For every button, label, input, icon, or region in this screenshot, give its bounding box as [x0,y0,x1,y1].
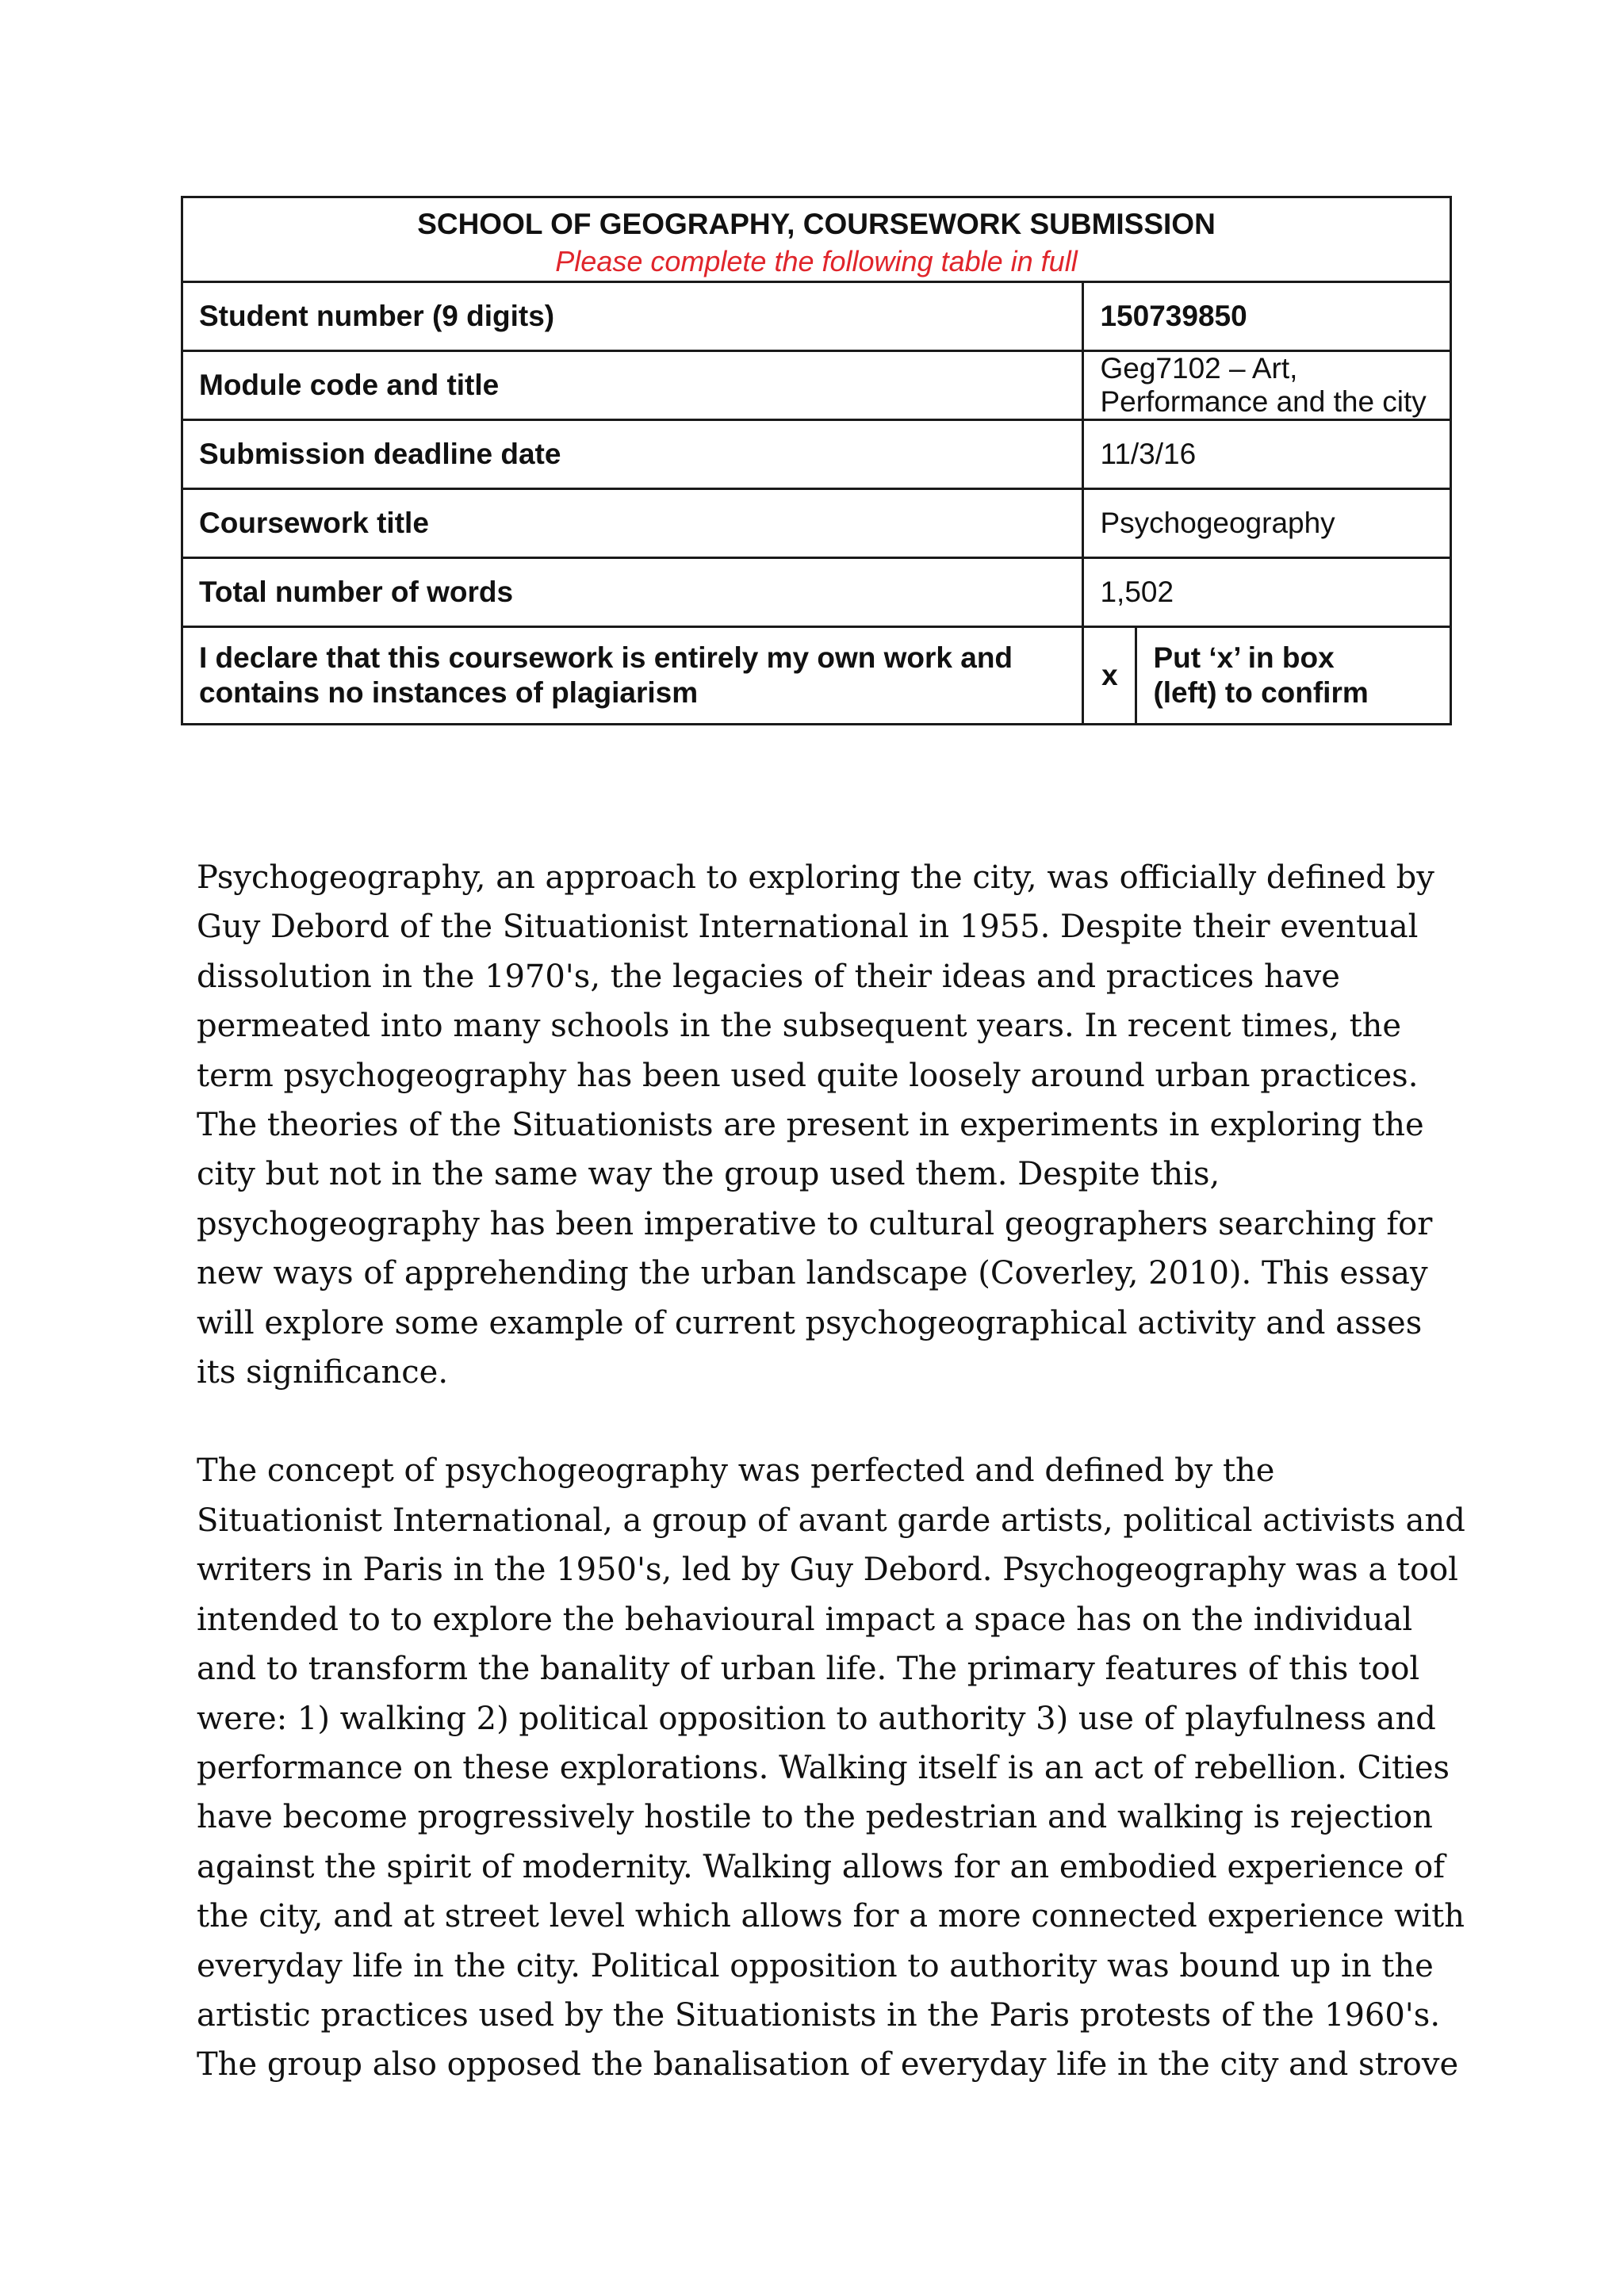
essay-line: permeated into many schools in the subsequent years. In recent times, the [197,1008,1402,1045]
table-row [182,351,1451,420]
word-count-label: Total number of words [182,558,1083,627]
essay-line: writers in Paris in the 1950's, led by Guy Debord. Psychogeography was a tool [197,1552,1458,1589]
essay-paragraph [197,853,1434,1397]
confirm-line: Put ‘x’ in box [1153,641,1335,674]
table-row [182,420,1451,489]
essay-line: dissolution in the 1970's, the legacies of their ideas and practices have [197,958,1340,995]
essay-line: against the spirit of modernity. Walking allows for an embodied experience of [197,1848,1446,1885]
essay-line: new ways of apprehending the urban landscape (Coverley, 2010). This essay [197,1255,1428,1292]
declaration-text [182,627,1083,725]
coursework-submission-table [181,196,1452,725]
table-row [182,558,1451,627]
essay-line: term psychogeography has been used quite loosely around urban practices. [197,1057,1419,1094]
essay-line: everyday life in the city. Political opposition to authority was bound up in the [197,1947,1434,1984]
essay-body [197,853,1465,2139]
submission-instruction: Please complete the following table in full [555,245,1078,277]
student-number-label: Student number (9 digits) [182,282,1083,351]
declaration-row [182,627,1451,725]
essay-line: Psychogeography, an approach to exploring the city, was officially defined by [197,859,1434,896]
coursework-title-label: Coursework title [182,489,1083,558]
declaration-line: I declare that this coursework is entirely my own work and [199,641,1013,674]
essay-line: the city, and at street level which allows for a more connected experience with [197,1898,1465,1935]
essay-line: The group also opposed the banalisation of everyday life in the city and strove [197,2046,1459,2084]
essay-paragraph [197,1446,1465,2089]
essay-line: were: 1) walking 2) political opposition to authority 3) use of playfulness and [197,1700,1436,1737]
essay-line: Guy Debord of the Situationist International in 1955. Despite their eventual [197,909,1419,946]
module-value: Geg7102 – Art, Performance and the city [1083,351,1451,420]
table-row [182,282,1451,351]
table-header-row [182,197,1451,282]
essay-line: The theories of the Situationists are present in experiments in exploring the [197,1107,1424,1144]
submission-title: SCHOOL OF GEOGRAPHY, COURSEWORK SUBMISSION [417,208,1216,240]
essay-line: its significance. [197,1354,449,1391]
table-header-cell [182,197,1451,282]
declaration-checkbox[interactable]: x [1083,627,1136,725]
essay-line: The concept of psychogeography was perfected and defined by the [197,1452,1275,1490]
student-number-value: 150739850 [1083,282,1451,351]
coursework-title-value: Psychogeography [1083,489,1451,558]
confirm-line: (left) to confirm [1153,676,1369,709]
essay-line: intended to to explore the behavioural impact a space has on the individual [197,1601,1413,1638]
declaration-line: contains no instances of plagiarism [199,676,699,709]
declaration-instruction [1136,627,1451,725]
essay-line: city but not in the same way the group used them. Despite this, [197,1156,1220,1193]
word-count-value: 1,502 [1083,558,1451,627]
essay-line: psychogeography has been imperative to cultural geographers searching for [197,1205,1433,1242]
essay-line: will explore some example of current psychogeographical activity and asses [197,1304,1423,1341]
deadline-value: 11/3/16 [1083,420,1451,489]
module-label: Module code and title [182,351,1083,420]
essay-line: have become progressively hostile to the pedestrian and walking is rejection [197,1799,1433,1836]
essay-line: and to transform the banality of urban life. The primary features of this tool [197,1651,1420,1688]
table-row [182,489,1451,558]
essay-line: artistic practices used by the Situationists in the Paris protests of the 1960's. [197,1996,1441,2034]
essay-line: Situationist International, a group of avant garde artists, political activists and [197,1502,1465,1539]
essay-line: performance on these explorations. Walking itself is an act of rebellion. Cities [197,1749,1450,1786]
deadline-label: Submission deadline date [182,420,1083,489]
